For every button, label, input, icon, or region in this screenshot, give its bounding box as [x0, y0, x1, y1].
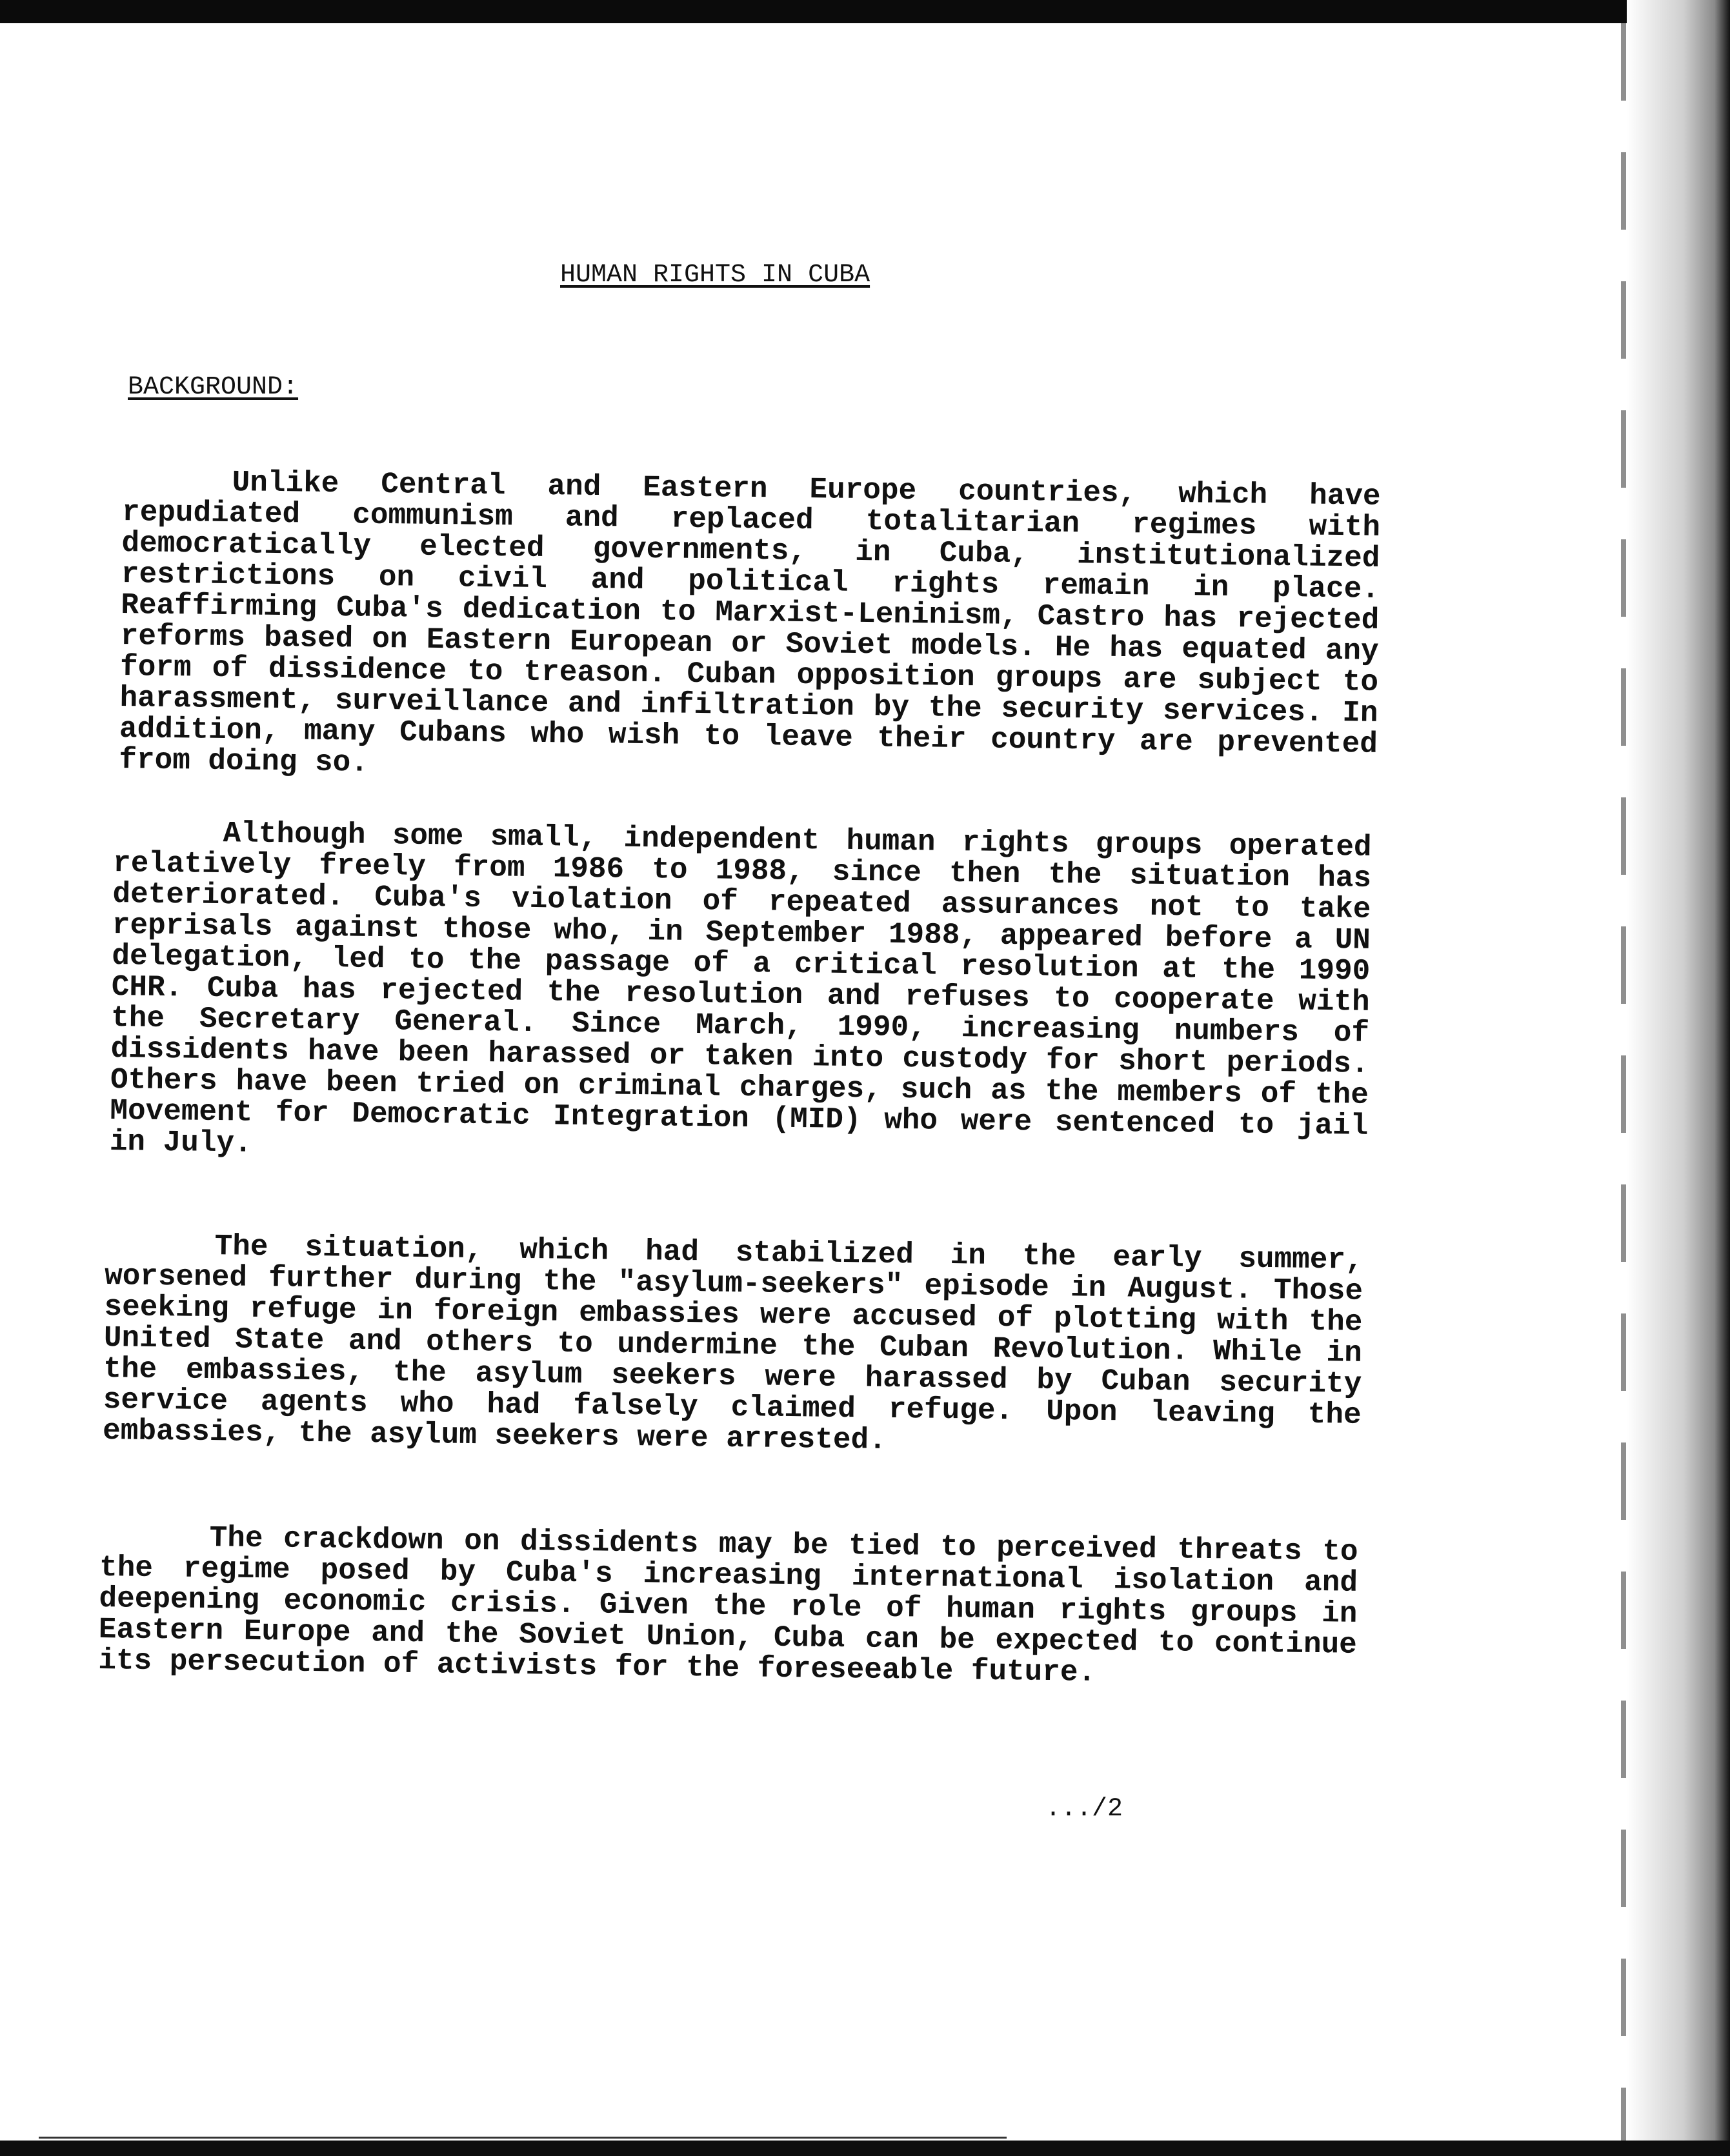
paragraph-2: Although some small, independent human rights groups operated relatively freely from 1986 to 1988, since then the situation has deteriorated. Cuba's violation of repeated assurances not to take reprisals against those who, in September 1988, appeared before a UN delegation, led to the passage of a critical resolution at the 1990 CHR. Cuba has rejected the resolution and refuses to cooperate with the Secretary General. Since March, 1990, increasing numbers of dissidents have been harassed or taken into custody for short periods. Others have been tried on criminal charges, such as the members of the Movement for Democratic Integration (MID) who were sentenced to jail in July.	[109, 817, 1372, 1161]
scan-binding-marks	[1621, 23, 1626, 2152]
scan-right-edge	[1627, 0, 1730, 2156]
section-heading-background: BACKGROUND:	[128, 373, 299, 402]
scan-top-edge	[0, 0, 1730, 23]
paragraph-1: Unlike Central and Eastern Europe countries, which have repudiated communism and replaced totalitarian regimes with democratically elected governments, in Cuba, institutionalized restrictions on civil and political rights remain in place. Reaffirming Cuba's dedication to Marxist-Leninism, Castro has rejected reforms based on Eastern European or Soviet models. He has equated any form of dissidence to treason. Cuban opposition groups are subject to harassment, surveillance and infiltration by the security services. In addition, many Cubans who wish to leave their country are prevented from doing so.	[119, 466, 1381, 780]
scan-bottom-line	[39, 2137, 1007, 2139]
page-continuation-marker: .../2	[1045, 1795, 1123, 1824]
paragraph-3: The situation, which had stabilized in the early summer, worsened further during the "asylum-seekers" episode in August. Those seeking refuge in foreign embassies were accused of plotting with the United State and others to undermine the Cuban Revolution. While in the embassies, the asylum seekers were harassed by Cuban security service agents who had falsely claimed refuge. Upon leaving the embassies, the asylum seekers were arrested.	[102, 1230, 1363, 1457]
paragraph-4: The crackdown on dissidents may be tied to perceived threats to the regime posed by Cuba's increasing international isolation and deepening economic crisis. Given the role of human rights groups in Eastern Europe and the Soviet Union, Cuba can be expected to continue its persecution of activists for the foreseeable future.	[98, 1521, 1358, 1690]
page-title: HUMAN RIGHTS IN CUBA	[560, 261, 870, 290]
scan-bottom-edge	[0, 2141, 1730, 2156]
